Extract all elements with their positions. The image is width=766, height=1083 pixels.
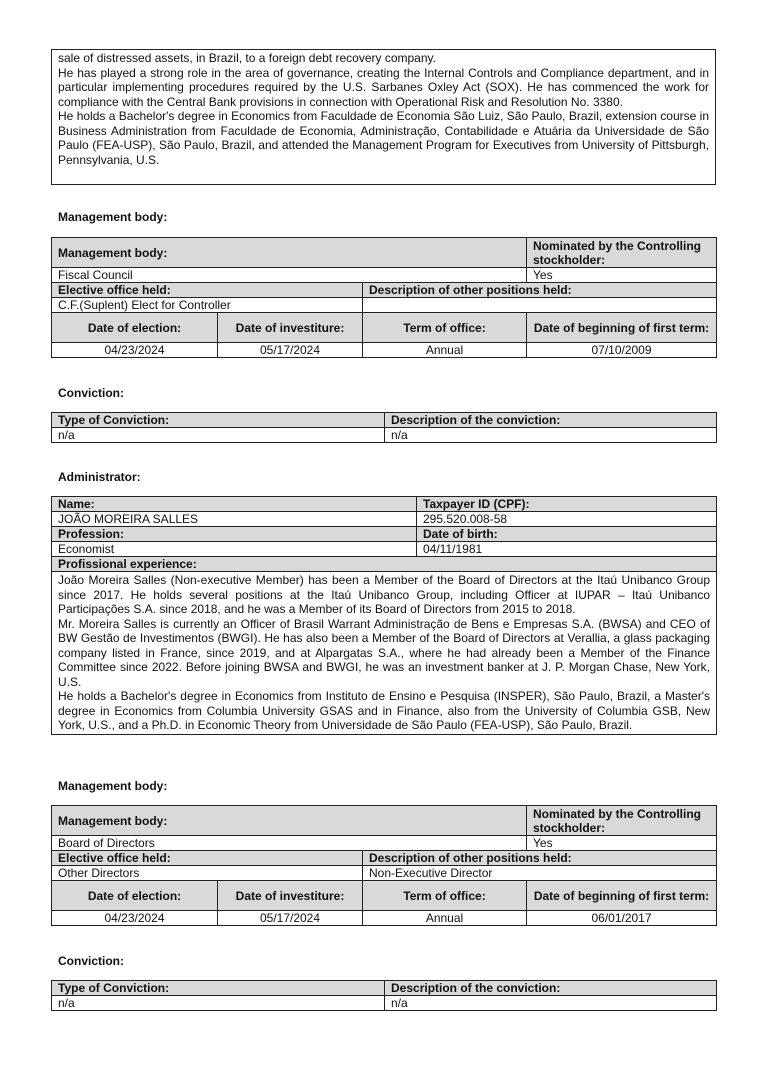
header-cell: Description of the conviction:: [385, 413, 717, 428]
value-cell: Annual: [363, 911, 527, 926]
value-cell: Yes: [527, 268, 717, 283]
value-cell: Annual: [363, 343, 527, 358]
value-cell: n/a: [52, 996, 385, 1011]
management-body-table-2: [51, 805, 716, 926]
section-heading: Management body:: [58, 779, 168, 793]
header-cell: Date of election:: [52, 881, 218, 911]
header-cell: Description of other positions held:: [363, 283, 717, 298]
experience-cell: [52, 572, 717, 735]
header-cell: Management body:: [52, 806, 527, 836]
paragraph: He holds a Bachelor's degree in Economics from Faculdade de Economia São Luiz, São Paulo, Brazil, extension course in Business Administration from Faculdade de Economia, Administração, Contabilidade e Atuária da Universidade de São Paulo (FEA-USP), São Paulo, Brazil, and attended the Management Program for Executives from University of Pittsburgh, Pennsylvania, U.S.: [58, 109, 709, 167]
conviction-table-2: [51, 980, 716, 1011]
header-cell: Profession:: [52, 527, 417, 542]
paragraph: Mr. Moreira Salles is currently an Officer of Brasil Warrant Administração de Bens e Empresas S.A. (BWSA) and CEO of BW Gestão de Investimentos (BWGI). He has also been a Member of the Board of Directors at Verallia, a glass packaging company listed in France, since 2019, and at Alpargatas S.A., where he had already been a Member of the Finance Committee since 2022. Before joining BWSA and BWGI, he was an investment banker at J. P. Morgan Chase, New York, U.S.: [58, 616, 710, 689]
value-cell: Board of Directors: [52, 836, 527, 851]
header-cell: Nominated by the Controlling stockholder:: [527, 806, 717, 836]
paragraph: He holds a Bachelor's degree in Economics from Instituto de Ensino e Pesquisa (INSPER), São Paulo, Brazil, a Master's degree in Economics from Columbia University GSAS and in Finance, also from the University of Columbia GSB, New York, U.S., and a Ph.D. in Economic Theory from Universidade de São Paulo (FEA-USP), São Paulo, Brazil.: [58, 689, 710, 732]
value-cell: 05/17/2024: [218, 343, 363, 358]
paragraph: sale of distressed assets, in Brazil, to a foreign debt recovery company.: [58, 51, 436, 65]
header-cell: Date of election:: [52, 313, 218, 343]
admin-cpf: 295.520.008-58: [417, 512, 717, 527]
header-cell: Description of other positions held:: [363, 851, 717, 866]
header-cell: Profissional experience:: [52, 557, 717, 572]
administrator-table: [51, 496, 716, 735]
value-cell: 07/10/2009: [527, 343, 717, 358]
header-cell: Management body:: [52, 238, 527, 268]
value-cell: C.F.(Suplent) Elect for Controller: [52, 298, 363, 313]
header-cell: Date of birth:: [417, 527, 717, 542]
value-cell: 05/17/2024: [218, 911, 363, 926]
admin-dob: 04/11/1981: [417, 542, 717, 557]
admin-name: JOÃO MOREIRA SALLES: [52, 512, 417, 527]
value-cell: n/a: [385, 996, 717, 1011]
value-cell: n/a: [385, 428, 717, 443]
section-heading: Administrator:: [58, 470, 141, 484]
header-cell: Term of office:: [363, 313, 527, 343]
admin-profession: Economist: [52, 542, 417, 557]
header-cell: Taxpayer ID (CPF):: [417, 497, 717, 512]
paragraph: He has played a strong role in the area of governance, creating the Internal Controls and Compliance department, and in particular implementing procedures required by the U.S. Sarbanes Oxley Act (SOX). He has commenced the work for compliance with the Central Bank provisions in connection with Operational Risk and Resolution No. 3380.: [58, 65, 709, 109]
value-cell: Other Directors: [52, 866, 363, 881]
section-heading: Management body:: [58, 210, 168, 224]
value-cell: 04/23/2024: [52, 343, 218, 358]
header-cell: Type of Conviction:: [52, 981, 385, 996]
value-cell: [363, 298, 717, 313]
value-cell: n/a: [52, 428, 385, 443]
header-cell: Date of beginning of first term:: [527, 313, 717, 343]
value-cell: Non-Executive Director: [363, 866, 717, 881]
section-heading: Conviction:: [58, 954, 124, 968]
header-cell: Elective office held:: [52, 283, 363, 298]
header-cell: Date of investiture:: [218, 313, 363, 343]
header-cell: Date of beginning of first term:: [527, 881, 717, 911]
header-cell: Term of office:: [363, 881, 527, 911]
value-cell: 04/23/2024: [52, 911, 218, 926]
header-cell: Name:: [52, 497, 417, 512]
intro-experience-box: [51, 49, 716, 185]
conviction-table-1: [51, 412, 716, 443]
paragraph: João Moreira Salles (Non-executive Member) has been a Member of the Board of Directors at the Itaú Unibanco Group since 2017. He holds several positions at the Itaú Unibanco Group, including Officer at IUPAR – Itaú Unibanco Participações S.A. since 2018, and he was a Member of its Board of Directors from 2015 to 2018.: [58, 573, 710, 616]
value-cell: 06/01/2017: [527, 911, 717, 926]
value-cell: Yes: [527, 836, 717, 851]
header-cell: Date of investiture:: [218, 881, 363, 911]
value-cell: Fiscal Council: [52, 268, 527, 283]
header-cell: Type of Conviction:: [52, 413, 385, 428]
management-body-table-1: [51, 237, 716, 358]
header-cell: Description of the conviction:: [385, 981, 717, 996]
section-heading: Conviction:: [58, 386, 124, 400]
header-cell: Nominated by the Controlling stockholder:: [527, 238, 717, 268]
header-cell: Elective office held:: [52, 851, 363, 866]
